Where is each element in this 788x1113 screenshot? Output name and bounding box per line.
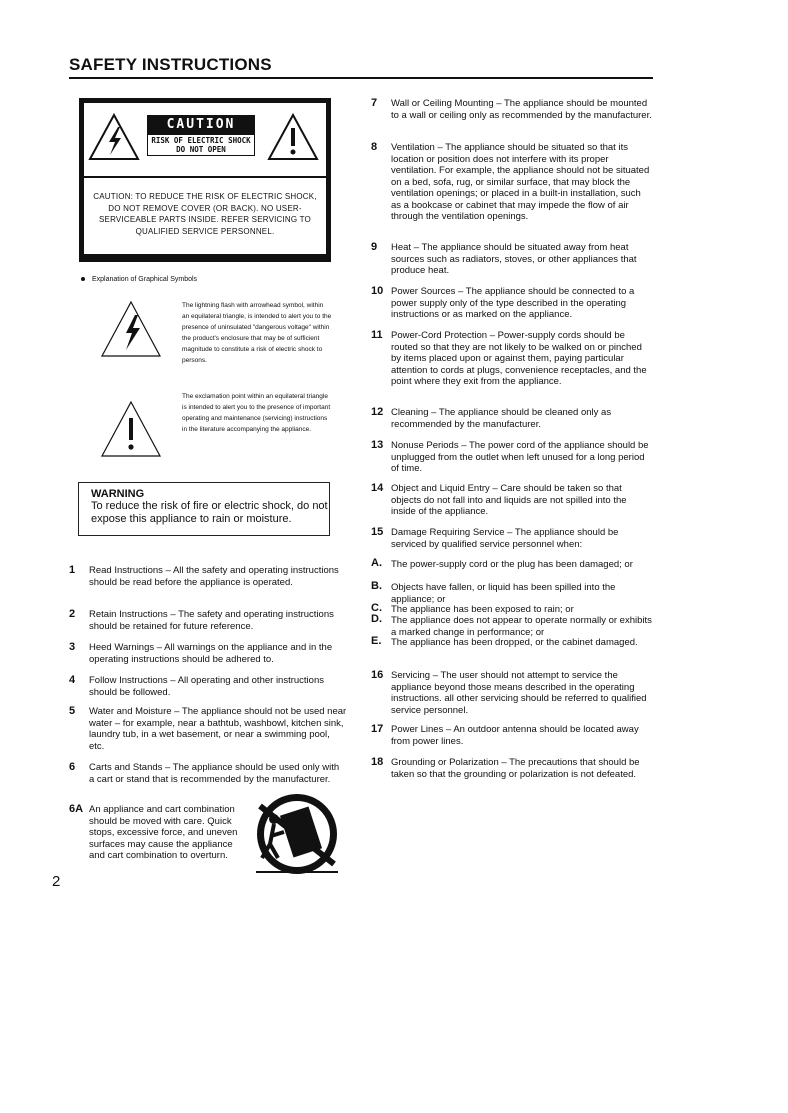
item-text: Follow Instructions – All operating and other instructions should be followed. [89,675,324,698]
item-text: Servicing – The user should not attempt to service the appliance beyond those means described in the operating instructions. all other servicing should be referred to qualified service personnel. [391,670,647,716]
page-title: SAFETY INSTRUCTIONS [69,55,272,74]
item-number: 12 [371,406,384,418]
item-number: 1 [69,564,76,576]
item-text: Power Lines – An outdoor antenna should be located away from power lines. [391,724,639,747]
item-text: Cleaning – The appliance should be cleaned only as recommended by the manufacturer. [391,407,612,430]
sub-item-letter: B. [371,580,382,592]
page-number: 2 [52,873,61,890]
item-text: Power Sources – The appliance should be connected to a power supply only of the type described in the operating instructions or as marked on the appliance. [391,286,635,320]
sub-item-text: Objects have fallen, or liquid has been spilled into the appliance; or [391,582,616,605]
bullet-icon [81,277,85,281]
item-number: 5 [69,705,76,717]
cart-tipover-icon [250,792,344,880]
item-text: Nonuse Periods – The power cord of the appliance should be unplugged from the outlet when left unused for a long period of time. [391,440,649,474]
item-number: 3 [69,641,76,653]
item-number: 9 [371,241,378,253]
item-number: 14 [371,482,384,494]
caution-divider [84,176,326,178]
item-number: 4 [69,674,76,686]
caution-risk-line1: RISK OF ELECTRIC SHOCK [151,136,251,145]
item-number: 8 [371,141,378,153]
sub-item-text: The power-supply cord or the plug has been damaged; or [391,559,633,570]
lightning-explanation: The lightning flash with arrowhead symbol, within an equilateral triangle, is intended to alert you to the presence of uninsulated "dangerous voltage" within the product's enclosure that may be of sufficient magnitude to constitute a risk of electric shock to persons. [182,302,332,364]
item-text: Heed Warnings – All warnings on the appliance and in the operating instructions should be adhered to. [89,642,333,665]
caution-label [79,98,331,262]
item-text: Object and Liquid Entry – Care should be taken so that objects do not fall into and liquids are not spilled into the inside of the appliance. [391,483,627,517]
lightning-warning-icon [88,113,140,161]
item-number: 7 [371,97,378,109]
warning-text: To reduce the risk of fire or electric shock, do not expose this appliance to rain or moisture. [91,500,328,525]
title-rule [69,77,653,79]
sub-item-letter: A. [371,557,382,569]
symbols-heading-text: Explanation of Graphical Symbols [92,276,198,283]
caution-word: CAUTION [147,115,255,134]
item-number: 2 [69,608,76,620]
caution-risk [147,134,255,156]
item-text: Heat – The appliance should be situated away from heat sources such as radiators, stoves, or other appliances that produce heat. [391,242,637,276]
sub-item-text: The appliance has been exposed to rain; or [391,604,574,615]
sub-item-text: The appliance has been dropped, or the cabinet damaged. [391,637,638,648]
caution-risk-line2: DO NOT OPEN [176,145,226,154]
item-text: Power-Cord Protection – Power-supply cords should be routed so that they are not likely to be walked on or pinched by items placed upon or against them, paying particular attention to cords at plugs, convenience receptacles, and the point where they exit from the appliance. [391,330,647,387]
item-text: An appliance and cart combination should be moved with care. Quick stops, excessive force, and uneven surfaces may cause the appliance and cart combination to overturn. [89,804,238,861]
item-text: Damage Requiring Service – The appliance should be serviced by qualified service personnel when: [391,527,619,550]
caution-text: CAUTION: TO REDUCE THE RISK OF ELECTRIC SHOCK, DO NOT REMOVE COVER (OR BACK). NO USER-SERVICEABLE PARTS INSIDE. REFER SERVICING TO QUALIFIED SERVICE PERSONNEL. [93,192,317,236]
item-number: 17 [371,723,384,735]
item-number: 15 [371,526,384,538]
item-text: Read Instructions – All the safety and operating instructions should be read before the appliance is operated. [89,565,339,588]
item-text: Carts and Stands – The appliance should be used only with a cart or stand that is recommended by the manufacturer. [89,762,340,785]
item-text: Ventilation – The appliance should be situated so that its location or position does not interfere with its proper ventilation. For example, the appliance should not be situated on a bed, sofa, rug, or similar surface, that may block the ventilation openings; or placed in a built-in installation, such as a bookcase or cabinet that may impede the flow of air through the ventilation openings. [391,142,650,222]
warning-box [78,482,330,536]
warning-title: WARNING [91,488,145,500]
exclamation-symbol-icon [100,400,162,458]
item-number: 10 [371,285,384,297]
sub-item-letter: D. [371,613,382,625]
item-text: Water and Moisture – The appliance should not be used near water – for example, near a bathtub, washbowl, kitchen sink, laundry tub, in a wet basement, or near a swimming pool, etc. [89,706,347,752]
lightning-symbol-icon [100,300,162,358]
sub-item-letter: C. [371,602,382,614]
sub-item-letter: E. [371,635,382,647]
item-text: Retain Instructions – The safety and operating instructions should be retained for future reference. [89,609,334,632]
item-number: 13 [371,439,384,451]
sub-item-text: The appliance does not appear to operate normally or exhibits a marked change in performance; or [391,615,652,638]
exclamation-explanation: The exclamation point within an equilateral triangle is intended to alert you to the presence of important operating and maintenance (servicing) instructions in the literature accompanying the appliance. [182,393,331,433]
item-number: 16 [371,669,384,681]
item-number: 18 [371,756,384,768]
item-text: Wall or Ceiling Mounting – The appliance should be mounted to a wall or ceiling only as recommended by the manufacturer. [391,98,652,121]
item-number: 6 [69,761,76,773]
symbols-heading [81,276,197,283]
item-number: 6A [69,803,84,815]
item-text: Grounding or Polarization – The precautions that should be taken so that the grounding or polarization is not defeated. [391,757,640,780]
exclamation-warning-icon [267,113,319,161]
caution-banner [147,115,255,156]
item-number: 11 [371,329,383,341]
